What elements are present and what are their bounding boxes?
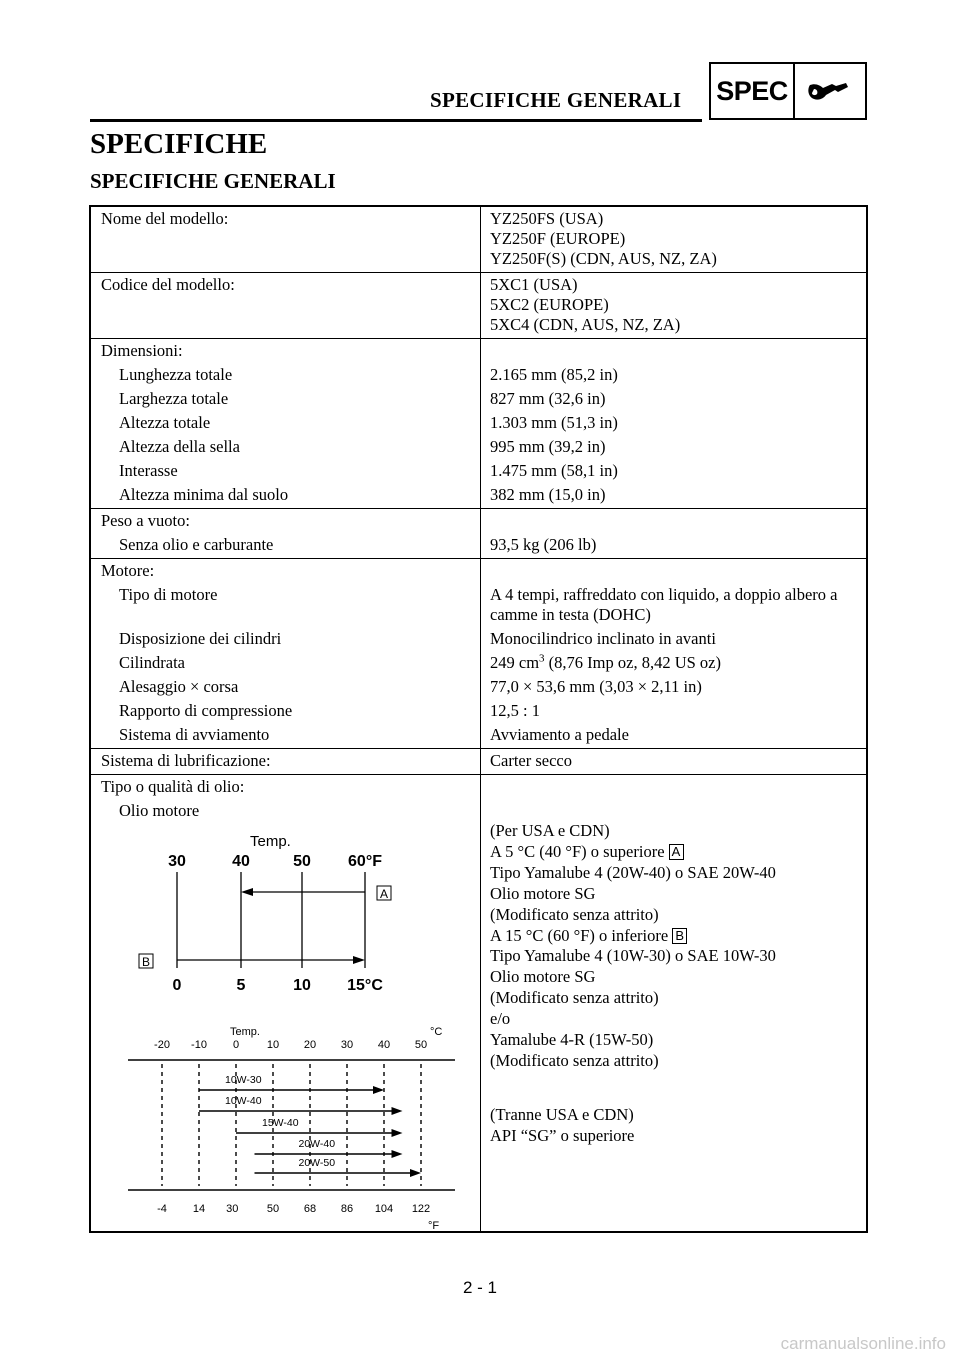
weight-key: Senza olio e carburante (119, 535, 274, 554)
engine-bore-key: Alesaggio × corsa (119, 677, 239, 696)
chart1-bottom-tick: 15°C (347, 977, 383, 994)
dim-value: 382 mm (15,0 in) (490, 485, 606, 504)
chart2-c-tick: -10 (191, 1039, 207, 1051)
chart1-title: Temp. (250, 833, 291, 850)
model-value: YZ250F(S) (CDN, AUS, NZ, ZA) (490, 249, 717, 268)
row-code (91, 272, 866, 338)
temp-range-diagram (130, 828, 430, 998)
chart2-series-arrow (373, 1086, 384, 1094)
oil-viscosity-chart (120, 1020, 460, 1230)
oil-sub-label: Olio motore (119, 801, 200, 820)
dim-key: Altezza minima dal suolo (119, 485, 289, 504)
page-number: 2 - 1 (462, 1278, 498, 1297)
engine-cyl-value: Monocilindrico inclinato in avanti (490, 629, 716, 648)
engine-start-key: Sistema di avviamento (119, 725, 270, 744)
chart2-series-label: 10W-30 (225, 1074, 262, 1086)
chart2-series-arrow (392, 1129, 403, 1137)
chart2-f-tick: 104 (374, 1203, 394, 1215)
chart2-f-tick: 122 (411, 1203, 431, 1215)
chart2-series-arrow (392, 1150, 403, 1158)
chart1-top-tick: 40 (232, 853, 250, 870)
chart2-series-label: 20W-40 (298, 1138, 336, 1150)
engine-bore-value: 77,0 × 53,6 mm (3,03 × 2,11 in) (490, 677, 702, 696)
lube-value: Carter secco (490, 751, 572, 770)
dim-value: 1.475 mm (58,1 in) (490, 461, 618, 480)
chart1-bottom-tick: 0 (172, 977, 182, 994)
oil-text: A 5 °C (40 °F) o superiore A (490, 842, 862, 863)
dim-value: 995 mm (39,2 in) (490, 437, 606, 456)
chart2-f-tick: 14 (192, 1203, 206, 1215)
chart2-series-arrow (410, 1169, 421, 1177)
chart2-title: Temp. (230, 1026, 260, 1038)
chart1-top-tick: 30 (168, 853, 186, 870)
dim-value: 2.165 mm (85,2 in) (490, 365, 618, 384)
dim-key: Interasse (119, 461, 178, 480)
oil-text: (Per USA e CDN) (490, 821, 610, 840)
engine-disp-key: Cilindrata (119, 653, 185, 672)
chart2-c-tick: 50 (414, 1039, 428, 1051)
dim-value: 1.303 mm (51,3 in) (490, 413, 618, 432)
oil-text: A 15 °C (60 °F) o inferiore B (490, 926, 862, 947)
engine-start-value: Avviamento a pedale (490, 725, 629, 744)
dim-key: Altezza della sella (119, 437, 240, 456)
spec-badge (709, 62, 867, 120)
chart2-c-tick: -20 (154, 1039, 170, 1051)
row-engine (91, 558, 866, 748)
chart1-range-a-arrow (241, 888, 253, 896)
marker-b: B (672, 928, 687, 944)
oil-label: Tipo o qualità di olio: (101, 777, 245, 796)
chart2-c-tick: 10 (266, 1039, 280, 1051)
chart2-f-tick: 68 (303, 1203, 317, 1215)
weight-value: 93,5 kg (206 lb) (490, 535, 597, 554)
code-value: 5XC2 (EUROPE) (490, 295, 609, 314)
chart2-f-tick: 30 (226, 1203, 239, 1215)
chart2-c-tick: 40 (377, 1039, 391, 1051)
spec-badge-label: SPEC (711, 64, 795, 118)
chart2-c-tick: 30 (340, 1039, 354, 1051)
chart2-f-tick: 86 (340, 1203, 354, 1215)
engine-comp-value: 12,5 : 1 (490, 701, 540, 720)
oil-text: (Modificato senza attrito) (490, 988, 659, 1008)
model-label: Nome del modello: (101, 209, 229, 228)
lube-label: Sistema di lubrificazione: (101, 751, 271, 770)
chart1-bottom-tick: 10 (293, 977, 311, 994)
code-value: 5XC4 (CDN, AUS, NZ, ZA) (490, 315, 681, 334)
chart2-f-tick: -4 (157, 1203, 167, 1215)
oil-text: (Tranne USA e CDN) (490, 1104, 634, 1124)
oil-text: Olio motore SG (490, 967, 596, 987)
row-weight (91, 508, 866, 558)
chart1-top-tick: 60°F (348, 853, 382, 870)
dimensions-label: Dimensioni: (101, 341, 183, 360)
header-rule (90, 119, 702, 122)
chart1-range-b-label: B (141, 955, 151, 969)
row-dimensions (91, 338, 866, 508)
page-heading: SPECIFICHE (90, 128, 268, 160)
chart2-series-label: 15W-40 (262, 1117, 299, 1129)
wrench-icon (795, 64, 865, 118)
watermark: carmanualsonline.info (780, 1334, 946, 1353)
chart2-c-tick: 20 (303, 1039, 317, 1051)
oil-text: (Modificato senza attrito) (490, 1050, 659, 1070)
dim-key: Altezza totale (119, 413, 211, 432)
engine-comp-key: Rapporto di compressione (119, 701, 293, 720)
engine-disp-value: 249 $cm^3$ (8,76 Imp oz, 8,42 US oz) (490, 652, 721, 672)
weight-label: Peso a vuoto: (101, 511, 190, 530)
code-label: Codice del modello: (101, 275, 235, 294)
engine-type-value-cont: camme in testa (DOHC) (490, 605, 651, 624)
model-value: YZ250FS (USA) (490, 209, 604, 228)
row-lube (91, 748, 866, 774)
marker-a: A (669, 844, 684, 860)
oil-text: (Modificato senza attrito) (490, 904, 659, 924)
chart2-c-tick: 0 (232, 1039, 240, 1051)
engine-cyl-key: Disposizione dei cilindri (119, 629, 282, 648)
engine-type-value: A 4 tempi, raffreddato con liquido, a doppio albero a (490, 585, 838, 604)
oil-text: e/o (490, 1009, 511, 1029)
oil-text: Olio motore SG (490, 883, 596, 903)
dim-key: Larghezza totale (119, 389, 229, 408)
chart1-range-b-arrow (353, 956, 365, 964)
chart1-range-a-label: A (379, 887, 389, 901)
oil-text: API “SG” o superiore (490, 1125, 635, 1145)
engine-label: Motore: (101, 561, 155, 580)
page-subheading: SPECIFICHE GENERALI (90, 169, 336, 193)
dim-value: 827 mm (32,6 in) (490, 389, 606, 408)
oil-text: Yamalube 4-R (15W-50) (490, 1030, 654, 1050)
chart2-unit-top: °C (430, 1026, 443, 1038)
chart2-unit-bottom: °F (428, 1220, 440, 1230)
chart2-series-arrow (392, 1107, 403, 1115)
code-value: 5XC1 (USA) (490, 275, 578, 294)
engine-type-key: Tipo di motore (119, 585, 218, 604)
oil-text: Tipo Yamalube 4 (20W-40) o SAE 20W-40 (490, 862, 776, 882)
chart1-bottom-tick: 5 (236, 977, 246, 994)
chart1-top-tick: 50 (293, 853, 311, 870)
row-model (91, 207, 866, 272)
oil-text: Tipo Yamalube 4 (10W-30) o SAE 10W-30 (490, 946, 776, 966)
chart2-series-label: 20W-50 (298, 1157, 336, 1169)
dim-key: Lunghezza totale (119, 365, 233, 384)
chart2-f-tick: 50 (266, 1203, 280, 1215)
chart2-series-label: 10W-40 (225, 1095, 262, 1107)
header-title: SPECIFICHE GENERALI (430, 88, 682, 112)
model-value: YZ250F (EUROPE) (490, 229, 626, 248)
